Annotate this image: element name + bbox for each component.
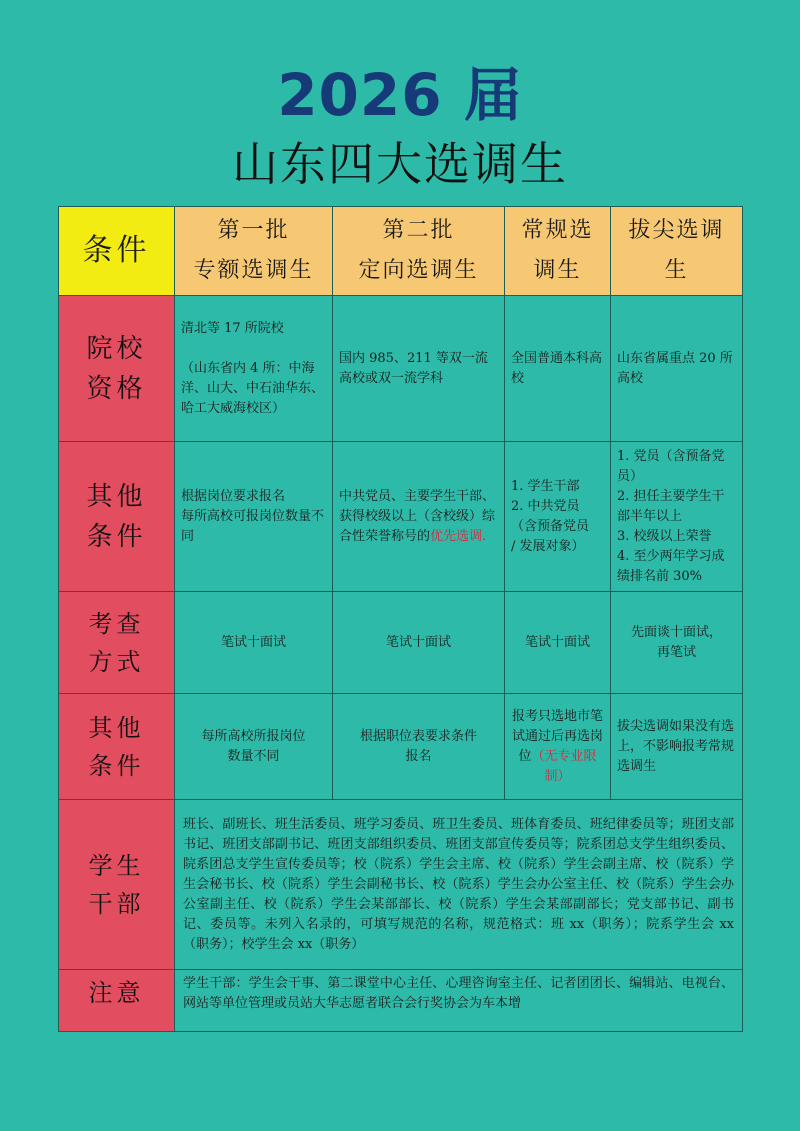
row-note xyxy=(59,970,743,1032)
other1-batch2-text: 中共党员、主要学生干部、获得校级以上（含校级）综合性荣誉称号的 xyxy=(339,488,496,544)
cell-other2-top: 拔尖选调如果没有选上，不影响报考常规选调生 xyxy=(611,694,743,800)
header-row xyxy=(59,207,743,296)
row-cadre xyxy=(59,800,743,970)
header-batch2: 第二批 定向选调生 xyxy=(333,207,505,296)
cell-cadre-text: 班长、副班长、班生活委员、班学习委员、班卫生委员、班体育委员、班纪律委员等；班团支部书记、班团支部副书记、班团支部组织委员、班团支部宣传委员等；院系团总支学生组织委员、院系团总支学生宣传委员等；校（院系）学生会主席、校（院系）学生会副主席、校（院系）学生会秘书长、校（院系）学生会副秘书长、校（院系）学生会办公室主任、校（院系）学生会办公室副主任、校（院系）学生会某部部长、校（院系）学生会某部副部长；党支部书记、副书记、委员等。未列入名录的，可填写规范的名称，规范格式：班 xx（职务）；院系学生会 xx（职务）；校学生会 xx（职务） xyxy=(175,800,743,970)
cell-other2-batch1: 每所高校所报岗位 数量不同 xyxy=(175,694,333,800)
conditions-table xyxy=(58,206,743,1032)
other2-regular-highlight: （无专业限制） xyxy=(531,748,597,784)
row-label-exam: 考查 方式 xyxy=(59,592,175,694)
other2-regular-text: 报考只选地市笔试通过后再选岗位 xyxy=(511,708,603,764)
cell-other1-batch2 xyxy=(333,442,505,592)
cell-other1-batch1: 根据岗位要求报名 每所高校可报岗位数量不同 xyxy=(175,442,333,592)
cell-school-batch1: 清北等 17 所院校 （山东省内 4 所：中海洋、山大、中石油华东、哈工大威海校区） xyxy=(175,296,333,442)
header-regular: 常规选 调生 xyxy=(505,207,611,296)
cell-other1-top: 1. 党员（含预备党员） 2. 担任主要学生干部半年以上 3. 校级以上荣誉 4. 至少两年学习成绩排名前 30% xyxy=(611,442,743,592)
row-label-school: 院校 资格 xyxy=(59,296,175,442)
cell-exam-batch1: 笔试十面试 xyxy=(175,592,333,694)
title-year: 2026 届 xyxy=(277,61,523,129)
cell-exam-top: 先面谈十面试， 再笔试 xyxy=(611,592,743,694)
cell-other1-regular: 1. 学生干部 2. 中共党员 （含预备党员 / 发展对象） xyxy=(505,442,611,592)
row-label-cadre: 学生 干部 xyxy=(59,800,175,970)
header-batch1: 第一批 专额选调生 xyxy=(175,207,333,296)
row-exam xyxy=(59,592,743,694)
cell-school-regular: 全国普通本科高校 xyxy=(505,296,611,442)
header-top: 拔尖选调 生 xyxy=(611,207,743,296)
row-label-other1: 其他 条件 xyxy=(59,442,175,592)
row-label-other2: 其他 条件 xyxy=(59,694,175,800)
cell-school-top: 山东省属重点 20 所高校 xyxy=(611,296,743,442)
row-label-note: 注意 xyxy=(59,970,175,1032)
row-other2 xyxy=(59,694,743,800)
title-main: 山东四大选调生 xyxy=(232,137,568,191)
row-school xyxy=(59,296,743,442)
cell-exam-batch2: 笔试十面试 xyxy=(333,592,505,694)
other1-batch2-highlight: 优先选调. xyxy=(430,528,487,544)
cell-other2-batch2: 根据职位表要求条件 报名 xyxy=(333,694,505,800)
header-conditions: 条件 xyxy=(59,207,175,296)
cell-exam-regular: 笔试十面试 xyxy=(505,592,611,694)
row-other1 xyxy=(59,442,743,592)
cell-note-text: 学生干部：学生会干事、第二课堂中心主任、心理咨询室主任、记者团团长、编辑站、电视台、网站等单位管理或员站大华志愿者联合会行奖协会为车本增 xyxy=(175,970,743,1032)
cell-school-batch2: 国内 985、211 等双一流高校或双一流学科 xyxy=(333,296,505,442)
cell-other2-regular xyxy=(505,694,611,800)
